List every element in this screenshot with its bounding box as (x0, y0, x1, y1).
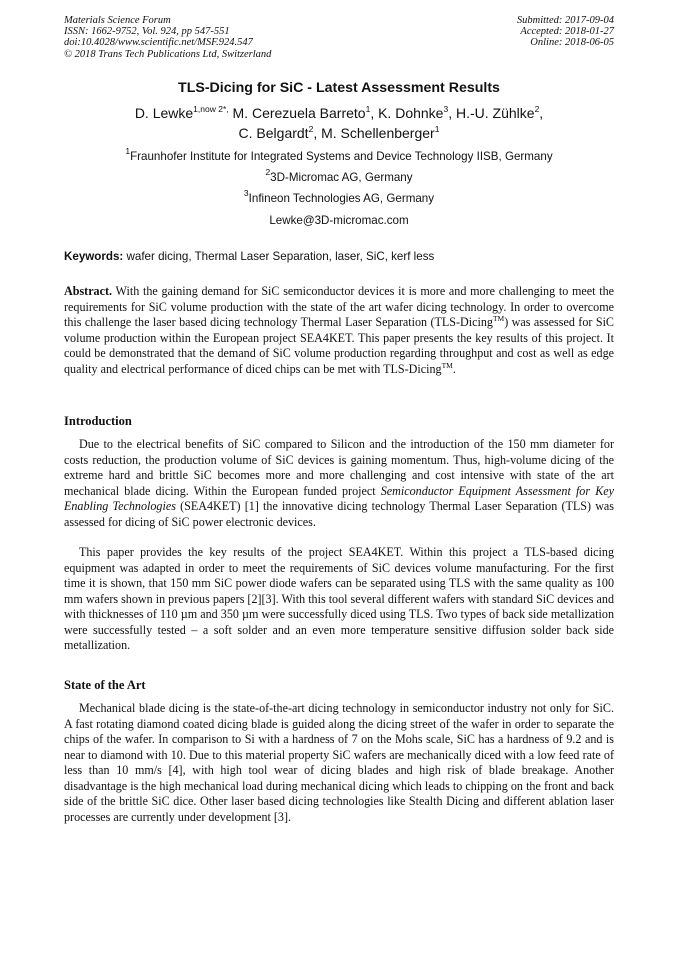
affiliation-text: Infineon Technologies AG, Germany (248, 192, 435, 205)
author-affiliation-mark: 2 (308, 124, 314, 134)
affiliation-3 (0, 188, 678, 205)
introduction-paragraph-2: This paper provides the key results of the project SEA4KET. Within this project a TLS-based dicing equipment was adapted in order to meet the requirements of SiC devices volume manufacturing. For the first time it is shown, that 150 mm SiC power diode wafers can be separated using TLS with the same quality as 100 mm wafers shown in previous papers [2][3]. With this tool several different wafers with standard SiC devices and with thicknesses of 110 µm and 350 µm were successfully diced using TLS. Two types of back side metallization were successfully tested – a soft solder and an even more temperature sensitive diffusion solder back side metallization. (64, 545, 614, 652)
keywords-label: Keywords: (64, 250, 124, 263)
author-affiliation-mark: 1 (365, 104, 371, 114)
affiliation-text: 3D-Micromac AG, Germany (270, 171, 413, 184)
author-list (40, 103, 638, 143)
keywords-text: wafer dicing, Thermal Laser Separation, laser, SiC, kerf less (123, 250, 435, 263)
abstract-text: ) was assessed for SiC volume production within the European project SEA4KET. This paper presents the key results of this project. It could be demonstrated that the demand of SiC volume production regarding throughput and cost as well as edge quality and electrical performance of diced chips can be met with TLS-Dicing (64, 315, 614, 376)
author-affiliation-mark: 1 (434, 124, 440, 134)
paragraph-text: Due to the electrical benefits of SiC compared to Silicon and the introduction of the 150 mm diameter for costs reduction, the production volume of SiC devices is gaining momentum. Thus, high-volume dicing of the extreme hard and brittle SiC becomes more and more challenging and cost intensive with state of the art mechanical blade dicing. Within the European funded project (64, 437, 614, 498)
affiliation-mark: 2 (265, 167, 271, 177)
trademark-mark: TM (492, 314, 505, 323)
online-date: Online: 2018-06-05 (530, 37, 614, 49)
journal-info (64, 15, 271, 60)
state-of-art-heading: State of the Art (64, 678, 146, 692)
journal-name: Materials Science Forum (64, 15, 171, 26)
copyright-line: © 2018 Trans Tech Publications Ltd, Switzerland (64, 48, 272, 60)
author-affiliation-mark: 1,now 2*, (193, 104, 229, 114)
dates-info (517, 15, 614, 49)
abstract-label: Abstract. (64, 284, 113, 298)
accepted-date: Accepted: 2018-01-27 (520, 26, 614, 38)
introduction-paragraph-1 (64, 437, 614, 530)
doi-line: doi:10.4028/www.scientific.net/MSF.924.547 (64, 37, 253, 49)
abstract-text: With the gaining demand for SiC semiconductor devices it is more and more challenging to meet the requirements for SiC volume production with the state of the art wafer dicing technology. In order to overcome this challenge the laser based dicing technology Thermal Laser Separation (TLS-Dicing (64, 284, 614, 329)
paper-title: TLS-Dicing for SiC - Latest Assessment Results (178, 80, 500, 96)
issn-line: ISSN: 1662-9752, Vol. 924, pp 547-551 (64, 26, 230, 38)
author-name: , H.-U. Zühlke (448, 105, 535, 121)
author-affiliation-mark: 2 (534, 104, 540, 114)
state-of-art-paragraph: Mechanical blade dicing is the state-of-the-art dicing technology in semiconductor industry not only for SiC. A fast rotating diamond coated dicing blade is guided along the dicing street of the wafer in order to separate the chips of the wafer. In comparison to Si with a hardness of 7 on the Mohs scale, SiC has a hardness of 9.2 and is near to diamond with 10. Due to this material property SiC wafers are mechanically diced with a low feed rate of less than 10 mm/s [4], with high tool wear of dicing blades and high risk of blade breakage. Another disadvantage is the high mechanical load during mechanical dicing which leads to chipping on the front and back side of the brittle SiC dice. Other laser based dicing technologies like Stealth Dicing and different ablation laser processes are currently under development [3]. (64, 701, 614, 824)
paragraph-text: (SEA4KET) [1] the innovative dicing technology Thermal Laser Separation (TLS) was assessed for dicing of SiC power electronic devices. (64, 499, 615, 529)
author-name: , M. Schellenberger (313, 125, 435, 141)
affiliation-text: Fraunhofer Institute for Integrated Systems and Device Technology IISB, Germany (130, 150, 553, 163)
affiliation-2 (0, 167, 678, 184)
author-separator: , (539, 105, 544, 121)
affiliation-mark: 3 (243, 188, 249, 198)
author-name: C. Belgardt (238, 125, 309, 141)
affiliation-mark: 1 (125, 146, 131, 156)
author-name: D. Lewke (134, 105, 194, 121)
introduction-heading: Introduction (64, 414, 132, 428)
project-name: Semiconductor Equipment Assessment for Key Enabling Technologies (64, 483, 614, 513)
trademark-mark: TM (441, 360, 453, 370)
abstract (64, 284, 614, 377)
author-name: M. Cerezuela Barreto (228, 105, 366, 121)
affiliation-1 (0, 146, 678, 163)
author-affiliation-mark: 3 (443, 104, 449, 114)
author-name: , K. Dohnke (370, 105, 444, 121)
contact-email[interactable]: Lewke@3D-micromac.com (269, 214, 409, 227)
keywords (64, 250, 624, 263)
submitted-date: Submitted: 2017-09-04 (516, 15, 614, 26)
abstract-text: . (452, 361, 456, 376)
